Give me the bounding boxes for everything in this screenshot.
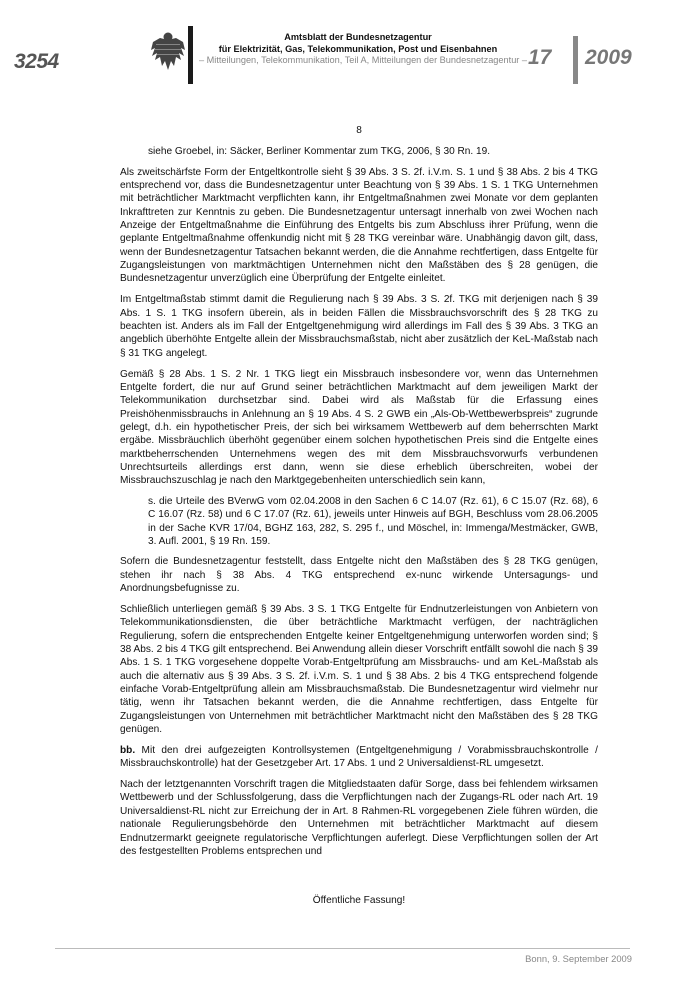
issue-number: 17 <box>528 46 552 69</box>
paragraph-7: Nach der letztgenannten Vorschrift tragen die Mitgliedstaaten dafür Sorge, dass bei fehlendem wirksamen Wettbewerb und der Schlussfolgerung, dass die Verpflichtungen nach der Zugangs-RL oder nach Art. 19 Universaldienst-RL nicht zur Erreichung der in Art. 8 Rahmen-RL vorgegebenen Ziele führen würden, die nationale Regulierungsbehörde den Unternehmen mit beträchtlicher Marktmacht auf diesem Endnutzermarkt geeignete regulatorische Verpflichtungen auferlegt. Diese Verpflichtungen sollen der Art des festgestellten Problems entsprechen und <box>120 779 598 857</box>
footer-date: Bonn, 9. September 2009 <box>525 953 632 964</box>
footer-divider <box>55 948 630 949</box>
paragraph-6-text: Mit den drei aufgezeigten Kontrollsystemen (Entgeltgenehmigung / Vorabmissbrauchskontrolle / Missbrauchskontrolle) hat der Gesetzgeber Art. 17 Abs. 1 und 2 Universaldienst-RL umgesetzt. <box>120 744 598 770</box>
page-number: 3254 <box>14 50 59 73</box>
paragraph-6 <box>120 744 598 771</box>
header-divider <box>188 26 193 84</box>
section-number: 8 <box>356 125 362 136</box>
public-version-note: Öffentliche Fassung! <box>312 895 406 906</box>
paragraph-4: Sofern die Bundesnetzagentur feststellt, dass Entgelte nicht den Maßstäben des § 28 TKG genügen, stehen ihr nach § 38 Abs. 4 TKG entsprechend ex-nunc wirkende Untersagungs- und Anordnungsbefugnisse zu. <box>120 556 598 595</box>
publication-title <box>198 32 518 55</box>
federal-eagle-icon <box>150 30 186 74</box>
paragraph-2: Im Entgeltmaßstab stimmt damit die Regulierung nach § 39 Abs. 3 S. 2f. TKG mit derjenigen nach § 39 Abs. 1 S. 1 TKG insofern überein, als in beiden Fällen die Missbrauchsvorschrift des § 28 TKG zu beachten ist. Anders als im Fall der Entgeltgenehmigung wird allerdings im Fall des § 39 Abs. 3 TKG an angeblich überhöhte Entgelte allein der Missbrauchsmaßstab, nicht aber zusätzlich der KeL-Maßstab nach § 31 TKG angelegt. <box>120 294 598 359</box>
issue-divider <box>573 36 578 84</box>
issue-year: 2009 <box>585 46 632 69</box>
citation-block: s. die Urteile des BVerwG vom 02.04.2008 in den Sachen 6 C 14.07 (Rz. 61), 6 C 15.07 (Rz. 68), 6 C 16.07 (Rz. 58) und 6 C 17.07 (Rz. 61), jeweils unter Hinweis auf BGH, Beschluss vom 28.06.2005 in der Sache KVR 17/04, BGHZ 163, 282, S. 295 f., und Möschel, in: Immenga/Mestmäcker, GWB, 3. Aufl. 2001, § 19 Rn. 159. <box>148 496 598 548</box>
paragraph-3: Gemäß § 28 Abs. 1 S. 2 Nr. 1 TKG liegt ein Missbrauch insbesondere vor, wenn das Unternehmen Entgelte fordert, die nur auf Grund seiner beträchtlichen Marktmacht auf dem jeweiligen Markt der Telekommunikation durchsetzbar sind. Dabei wird als Maßstab für die Erfassung eines Preishöhenmissbrauchs in Anlehnung an § 19 Abs. 4 S. 2 GWB ein „Als-Ob-Wettbewerbspreis“ zugrunde gelegt, d.h. ein hypothetischer Preis, der sich bei wirksamem Wettbewerb auf dem beherrschten Markt ergäbe. Missbräuchlich überhöht gegenüber einem solchen hypothetischen Preis sind die Entgelte eines marktbeherrschenden Unternehmens wegen des mit dem Missbrauchsvorwurfs verbundenen Unrechtsurteils allerdings erst dann, wenn sie diese erheblich überschreiten, wobei der Missbrauchszuschlag je nach den Marktgegebenheiten unterschiedlich sein kann, <box>120 368 598 487</box>
publication-subtitle: – Mitteilungen, Telekommunikation, Teil A, Mitteilungen der Bundesnetzagentur – <box>198 55 528 65</box>
title-line-1: Amtsblatt der Bundesnetzagentur <box>284 32 432 42</box>
paragraph-6-label: bb. <box>120 744 136 756</box>
title-line-2: für Elektrizität, Gas, Telekommunikation, Post und Eisenbahnen <box>218 43 498 54</box>
reference-line: siehe Groebel, in: Säcker, Berliner Kommentar zum TKG, 2006, § 30 Rn. 19. <box>148 145 491 157</box>
paragraph-1: Als zweitschärfste Form der Entgeltkontrolle sieht § 39 Abs. 3 S. 2f. i.V.m. S. 1 und § 38 Abs. 2 bis 4 TKG entsprechend vor, dass die Bundesnetzagentur unter Beachtung von § 39 Abs. 1 S. 1 TKG Unternehmen mit beträchtlicher Marktmacht verpflichten kann, ihr Entgeltmaßnahmen zwei Monate vor dem geplanten Inkrafttreten zur Kenntnis zu geben. Die Bundesnetzagentur untersagt innerhalb von zwei Wochen nach Anzeige der Entgeltmaßnahme die Einführung des Entgelts bis zum Abschluss ihrer Prüfung, wenn die geplante Entgeltmaßnahme offenkundig nicht mit § 28 TKG vereinbar wäre. Unabhängig davon gilt, dass, wenn der Bundesnetzagentur Tatsachen bekannt werden, die die Annahme rechtfertigen, dass Entgelte für Zugangsleistungen von marktmächtigen Unternehmen nicht den Maßstäben des § 28 genügen, die Bundesnetzagentur unverzüglich eine Überprüfung der Entgelte einleitet. <box>120 166 598 285</box>
paragraph-5: Schließlich unterliegen gemäß § 39 Abs. 3 S. 1 TKG Entgelte für Endnutzerleistungen von Anbietern von Telekommunikationsdiensten, die über beträchtliche Marktmacht verfügen, der nachträglichen Regulierung, sofern die entsprechenden Entgelte keiner Entgeltgenehmigung unterworfen worden sind; § 38 Abs. 2 bis 4 TKG gilt entsprechend. Bei Anwendung allein dieser Vorschrift entfällt sowohl die nach § 39 Abs. 1 S. 1 TKG vorgesehene doppelte Vorab-Entgeltprüfung am Missbrauchs- und am KeL-Maßstab als auch die alternativ aus § 39 Abs. 3 S. 2f. i.V.m. S. 1 und § 38 Abs. 2 bis 4 TKG entsprechend folgende einfache Vorab-Entgeltprüfung allein am Missbrauchsmaßstab. Die Bundesnetzagentur wird vielmehr nur tätig, wenn ihr Tatsachen bekannt werden, die die Annahme rechtfertigen, dass Entgelte für Zugangsleistungen von Unternehmen mit beträchtlicher Marktmacht nicht den Maßstäben des § 28 TKG genügen. <box>120 604 598 736</box>
document-body <box>120 124 598 866</box>
